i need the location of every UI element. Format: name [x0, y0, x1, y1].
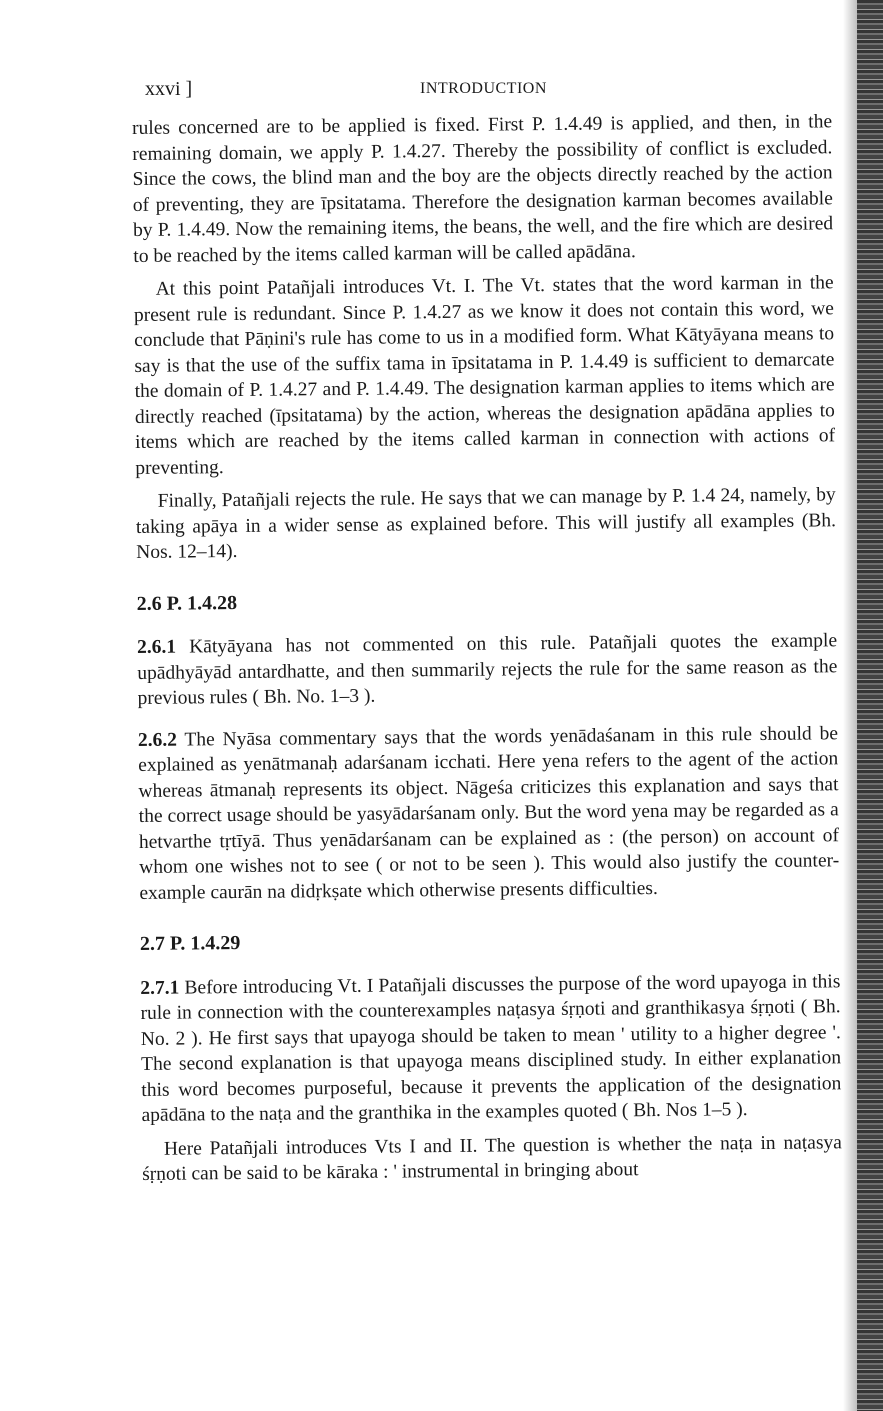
subsection-text: Kātyāyana has not commented on this rule. Patañjali quotes the example upādhyāyād antardhatte, and then summarily rejects the rule for the same reason as the previous rules ( Bh. No. 1–3 ).: [137, 630, 838, 709]
scan-shadow: [843, 0, 857, 1411]
body-text: [132, 109, 842, 1187]
subsection-2-6-2: [138, 721, 840, 906]
running-head: INTRODUCTION: [420, 80, 547, 97]
paragraph-continuation: rules concerned are to be applied is fixed. First P. 1.4.49 is applied, and then, in the remaining domain, we apply P. 1.4.27. Thereby the possibility of conflict is excluded. Since the cows, the blind man and the boy are the objects directly reached by the action of preventing, they are īpsitatama. Therefore the designation karman becomes available by P. 1.4.49. Now the remaining items, the beans, the well, and the fire which are desired to be reached by the items called karman will be called apādāna.: [132, 111, 834, 267]
paragraph-rejection: Finally, Patañjali rejects the rule. He says that we can manage by P. 1.4 24, namely, by taking apāya in a wider sense as explained before. This will justify all examples (Bh. Nos. 12–14).: [135, 484, 837, 563]
page-number: xxvi ]: [145, 78, 193, 100]
section-heading-2-6: 2.6 P. 1.4.28: [136, 591, 238, 615]
subsection-text: The Nyāsa commentary says that the words yenādaśanam in this rule should be explained as yenātmanaḥ adarśanam icchati. Here yena refers to the agent of the action whereas ātmanaḥ represents its object. Nāgeśa criticizes this explanation and says that the correct usage should be yasyādarśanam only. But the word yena may be regarded as a hetvarthe tṛtīyā. Thus yenādarśanam can be explained as : (the person) on account of whom one wishes not to see ( or not to be seen ). This would also justify the counter-example caurān na didṛkṣate which otherwise presents difficulties.: [138, 722, 840, 904]
subsection-number: 2.6.2: [137, 729, 178, 751]
subsection-text: Before introducing Vt. I Patañjali discusses the purpose of the word upayoga in this rule in connection with the counterexamples naṭasya śṛṇoti and granthikasya śṛṇoti ( Bh. No. 2 ). He first says that upayoga should be taken to mean ' utility to a higher degree '. The second explanation is that upayoga means disciplined study. In either explanation this word becomes purposeful, because it prevents the application of the designation apādāna to the naṭa and the granthika in the examples quoted ( Bh. Nos 1–5 ).: [140, 970, 842, 1126]
page-header: [145, 78, 835, 108]
subsection-number: 2.7.1: [140, 977, 180, 999]
section-heading-2-7: 2.7 P. 1.4.29: [139, 931, 241, 955]
paragraph-vartikas-i-ii: Here Patañjali introduces Vts I and II. The question is whether the naṭa in naṭasya śṛṇoti can be said to be kāraka : ' instrumental in bringing about: [142, 1131, 842, 1185]
paragraph-vartika: At this point Patañjali introduces Vt. I. The Vt. states that the word karman in the present rule is redundant. Since P. 1.4.27 as we know it does not contain this word, we conclude that Pāṇini's rule has come to us in a modified form. What Kātyāyana means to say is that the use of the suffix tama in īpsitatama in P. 1.4.49 is sufficient to demarcate the domain of P. 1.4.27 and P. 1.4.49. The designation karman applies to items which are directly reached (īpsitatama) by the action, whereas the designation apādāna applies to items which are reached by the items called karman in connection with actions of preventing.: [133, 272, 836, 479]
subsection-number: 2.6.1: [137, 636, 177, 658]
subsection-2-7-1: [140, 969, 841, 1129]
subsection-2-6-1: [137, 628, 838, 711]
scan-edge: [857, 0, 883, 1411]
